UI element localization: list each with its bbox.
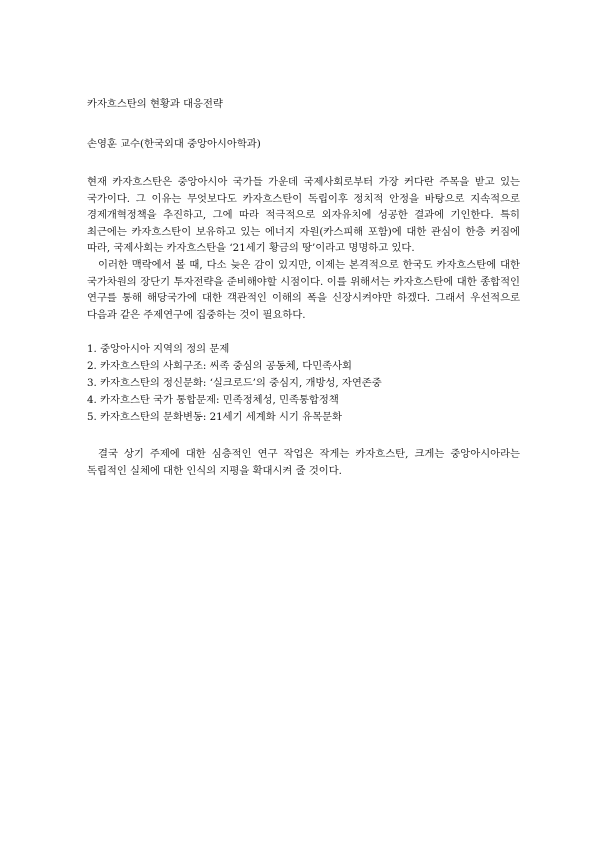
document-title: 카자흐스탄의 현황과 대응전략: [87, 98, 223, 110]
list-item: 1. 중앙아시아 지역의 정의 문제: [87, 343, 230, 356]
list-item: 3. 카자흐스탄의 정신문화: ‘실크로드’의 중심지, 개방성, 자연존중: [87, 377, 382, 390]
spacer: [87, 323, 520, 341]
spacer: [87, 426, 520, 446]
author-line: 손영훈 교수(한국외대 중앙아시아학과): [87, 138, 261, 150]
list-item: 2. 카자흐스탄의 사회구조: 씨족 중심의 공동체, 다민족사회: [87, 360, 352, 373]
intro-paragraph: 현재 카자흐스탄은 중앙아시아 국가들 가운데 국제사회로부터 가장 커다란 주목을 받고 있는 국가이다. 그 이유는 무엇보다도 카자흐스탄이 독립이후 정치적 안정을 바탕으로 지속적으로 경제개혁정책을 추진하고, 그에 따라 적극적으로 외자유치에 성공한 결과에 기인한다. 특히 최근에는 카자흐스탄이 보유하고 있는 에너지 자원(카스피해 포함)에 대한 관심이 한층 커짐에 따라, 국제사회는 카자흐스탄을 ‘21세기 황금의 땅’이라고 명명하고 있다.: [87, 176, 520, 255]
context-paragraph: 이러한 맥락에서 볼 때, 다소 늦은 감이 있지만, 이제는 본격적으로 한국도 카자흐스탄에 대한 국가차원의 장단기 투자전략을 준비해야할 시점이다. 이를 위해서는 카자흐스탄에 대한 종합적인 연구를 통해 해당국가에 대한 객관적인 이해의 폭을 신장시켜야만 하겠다. 그래서 우선적으로 다음과 같은 주제연구에 집중하는 것이 필요하다.: [87, 258, 520, 321]
research-topic-list: [87, 341, 520, 426]
document-body: [87, 96, 520, 480]
list-item: 5. 카자흐스탄의 문화변동: 21세기 세계화 시기 유목문화: [87, 411, 342, 424]
list-item: 4. 카자흐스탄 국가 통합문제: 민족정체성, 민족통합정책: [87, 394, 339, 407]
conclusion-paragraph: 결국 상기 주제에 대한 심층적인 연구 작업은 작게는 카자흐스탄, 크게는 중앙아시아라는 독립적인 실체에 대한 인식의 지평을 확대시켜 줄 것이다.: [87, 448, 520, 477]
